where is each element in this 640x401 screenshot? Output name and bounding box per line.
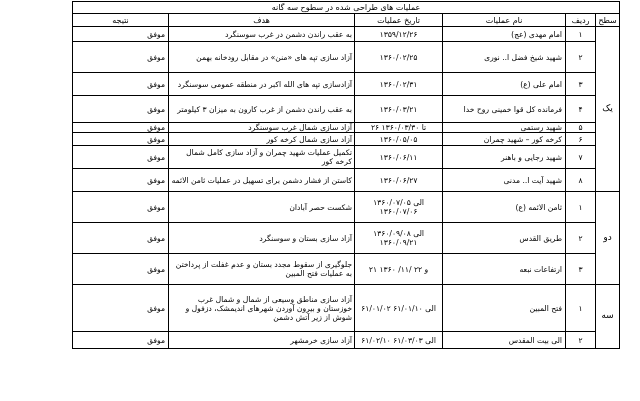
table-row	[73, 123, 620, 133]
date-cell: ۶۱/۰۲/۱۰ الی ۶۱/۰۳/۰۳	[355, 332, 443, 349]
table-row	[73, 42, 620, 73]
date-cell: ۱۳۶۰/۰۶/۲۷	[355, 169, 443, 192]
table-row	[73, 133, 620, 146]
goal-cell: آزاد سازی شمال غرب سوسنگرد	[169, 123, 355, 133]
row-number-cell: ۳	[566, 73, 596, 96]
header-row-number: ردیف	[566, 14, 596, 27]
table-row	[73, 146, 620, 169]
name-cell: الی بیت المقدس	[443, 332, 566, 349]
name-cell: شهید رجایی و باهنر	[443, 146, 566, 169]
name-cell: امام مهدی (عج)	[443, 27, 566, 42]
row-number-cell: ۸	[566, 169, 596, 192]
result-cell: موفق	[73, 146, 169, 169]
date-cell: ۲۱ و ۲۲ /۱۱/ ۱۳۶۰	[355, 254, 443, 285]
name-cell: امام علی (ع)	[443, 73, 566, 96]
name-cell: ارتفاعات نبعه	[443, 254, 566, 285]
goal-cell: شکست حصر آبادان	[169, 192, 355, 223]
name-cell: طریق القدس	[443, 223, 566, 254]
table-row	[73, 96, 620, 123]
goal-cell: آزاد سازی مناطق وسیعی از شمال و شمال غرب خوزستان و بیرون آوردن شهرهای اندیمشک، دزفول و شوش از زیر آتش دشمن	[169, 285, 355, 332]
row-number-cell: ۴	[566, 96, 596, 123]
row-number-cell: ۶	[566, 133, 596, 146]
table-row	[73, 73, 620, 96]
date-cell: ۶۱/۰۱/۰۲ الی ۶۱/۰۱/۱۰	[355, 285, 443, 332]
row-number-cell: ۱	[566, 27, 596, 42]
goal-cell: جلوگیری از سقوط مجدد بستان و عدم غفلت از پرداختن به عملیات فتح المبین	[169, 254, 355, 285]
name-cell: شهید رستمی	[443, 123, 566, 133]
row-number-cell: ۲	[566, 332, 596, 349]
goal-cell: آزاد سازی خرمشهر	[169, 332, 355, 349]
date-cell: ۱۳۶۰/۰۳/۲۱	[355, 96, 443, 123]
name-cell: شهید آیت ا.. مدنی	[443, 169, 566, 192]
header-row	[73, 14, 620, 27]
row-number-cell: ۱	[566, 192, 596, 223]
table-row	[73, 285, 620, 332]
result-cell: موفق	[73, 27, 169, 42]
name-cell: فرمانده کل قوا خمینی روح خدا	[443, 96, 566, 123]
goal-cell: آزاد سازی تپه های «منن» در مقابل رودخانه بهمن	[169, 42, 355, 73]
result-cell: موفق	[73, 73, 169, 96]
header-result: نتیجه	[73, 14, 169, 27]
goal-cell: به عقب راندن دشمن از غرب کارون به میزان ۳ کیلومتر	[169, 96, 355, 123]
result-cell: موفق	[73, 223, 169, 254]
date-cell: ۲۶ تا ۱۳۶۰/۰۳/۳۰	[355, 123, 443, 133]
goal-cell: به عقب راندن دشمن در غرب سوسنگرد	[169, 27, 355, 42]
table-row	[73, 169, 620, 192]
date-cell: ۱۳۵۹/۱۲/۲۶	[355, 27, 443, 42]
row-number-cell: ۵	[566, 123, 596, 133]
header-goal: هدف	[169, 14, 355, 27]
row-number-cell: ۲	[566, 42, 596, 73]
header-date: تاریخ عملیات	[355, 14, 443, 27]
date-cell: ۱۳۶۰/۰۹/۰۸ الی ۱۳۶۰/۰۹/۲۱	[355, 223, 443, 254]
table-row	[73, 254, 620, 285]
table-body	[73, 27, 620, 349]
result-cell: موفق	[73, 123, 169, 133]
result-cell: موفق	[73, 96, 169, 123]
result-cell: موفق	[73, 332, 169, 349]
result-cell: موفق	[73, 254, 169, 285]
operations-table	[72, 1, 620, 349]
result-cell: موفق	[73, 133, 169, 146]
date-cell: ۱۳۶۰/۰۷/۰۵ الی ۱۳۶۰/۰۷/۰۶	[355, 192, 443, 223]
row-number-cell: ۷	[566, 146, 596, 169]
date-cell: ۱۳۶۰/۰۵/۰۵	[355, 133, 443, 146]
row-number-cell: ۳	[566, 254, 596, 285]
result-cell: موفق	[73, 285, 169, 332]
row-number-cell: ۱	[566, 285, 596, 332]
level-cell: دو	[596, 192, 620, 285]
level-cell: سه	[596, 285, 620, 349]
goal-cell: آزاد سازی شمال کرخه کور	[169, 133, 355, 146]
table-title: عملیات های طراحی شده در سطوح سه گانه	[73, 2, 620, 14]
header-level: سطح	[596, 14, 620, 27]
table-row	[73, 332, 620, 349]
result-cell: موفق	[73, 42, 169, 73]
date-cell: ۱۳۶۰/۰۲/۲۵	[355, 42, 443, 73]
result-cell: موفق	[73, 169, 169, 192]
result-cell: موفق	[73, 192, 169, 223]
goal-cell: آزادسازی تپه های الله اکبر در منطقه عمومی سوسنگرد	[169, 73, 355, 96]
date-cell: ۱۳۶۰/۰۲/۳۱	[355, 73, 443, 96]
goal-cell: کاستن از فشار دشمن برای تسهیل در عملیات ثامن الائمه	[169, 169, 355, 192]
goal-cell: آزاد سازی بستان و سوسنگرد	[169, 223, 355, 254]
header-name: نام عملیات	[443, 14, 566, 27]
date-cell: ۱۳۶۰/۰۶/۱۱	[355, 146, 443, 169]
name-cell: شهید شیخ فضل ا.. نوری	[443, 42, 566, 73]
name-cell: کرخه کور – شهید چمران	[443, 133, 566, 146]
row-number-cell: ۲	[566, 223, 596, 254]
table-row	[73, 223, 620, 254]
name-cell: فتح المبین	[443, 285, 566, 332]
level-cell: یک	[596, 27, 620, 192]
table-row	[73, 192, 620, 223]
goal-cell: تکمیل عملیات شهید چمران و آزاد سازی کامل شمال کرخه کور	[169, 146, 355, 169]
title-row	[73, 2, 620, 14]
table-row	[73, 27, 620, 42]
name-cell: ثامن الائمه (ع)	[443, 192, 566, 223]
